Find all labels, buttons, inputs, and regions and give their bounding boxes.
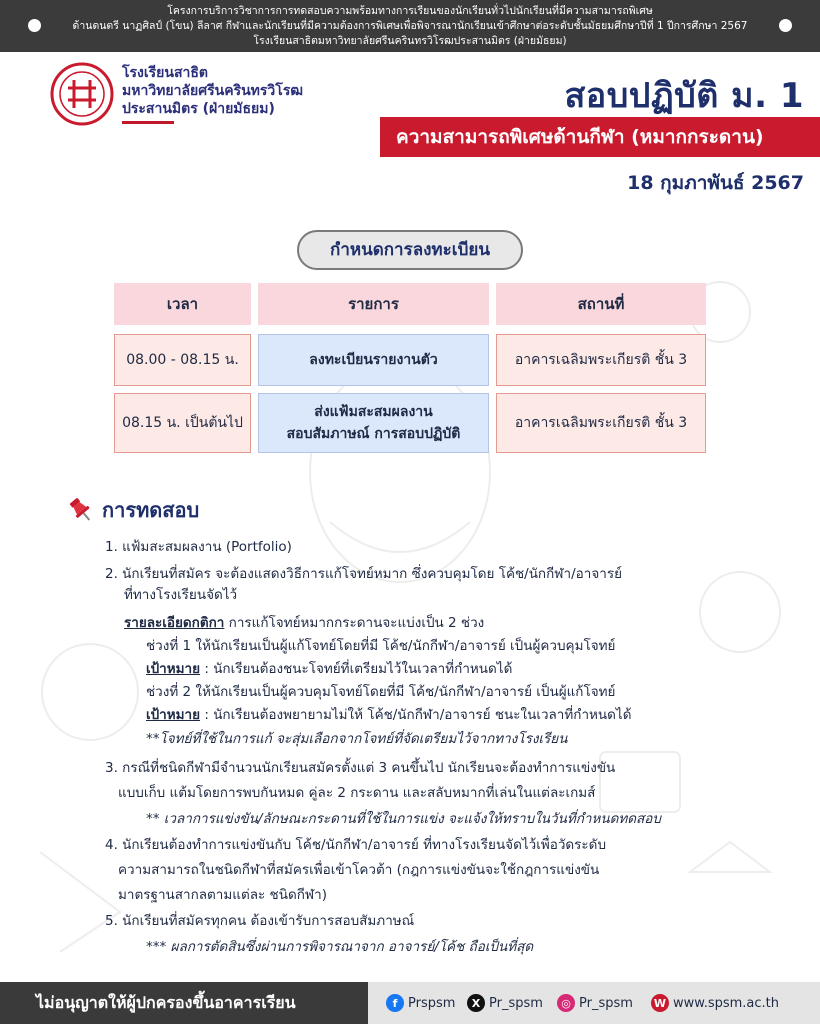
goal-1-label: เป้าหมาย [146, 661, 201, 677]
column-header-time: เวลา [114, 283, 251, 325]
exam-item-5: 5. นักเรียนที่สมัครทุกคน ต้องเข้ารับการสอบสัมภาษณ์ [105, 913, 415, 929]
goal-1 [146, 661, 512, 678]
exam-item-4-cont: ความสามารถในชนิดกีฬาที่สมัครเพื่อเข้าโควต้า (กฎการแข่งขันจะใช้กฎการแข่งขัน [118, 862, 600, 878]
exam-date: 18 กุมภาพันธ์ 2567 [627, 172, 804, 194]
exam-item-4: 4. นักเรียนต้องทำการแข่งขันกับ โค้ช/นักกีฬา/อาจารย์ ที่ทางโรงเรียนจัดไว้เพื่อวัดระดับ [105, 837, 607, 853]
school-name-line-2: มหาวิทยาลัยศรีนครินทรวิโรฒ [122, 83, 303, 99]
exam-item-3: 3. กรณีที่ชนิดกีฬามีจำนวนนักเรียนสมัครตั้งแต่ 3 คนขึ้นไป นักเรียนจะต้องทำการแข่งขัน [105, 760, 616, 776]
rules-detail-label: รายละเอียดกติกา [124, 615, 225, 631]
goal-2-text: : นักเรียนต้องพยายามไม่ให้ โค้ช/นักกีฬา/อาจารย์ ชนะในเวลาที่กำหนดได้ [200, 707, 632, 723]
rules-detail-text: การแก้โจทย์หมากกระดานจะแบ่งเป็น 2 ช่วง [224, 615, 485, 631]
goal-2-label: เป้าหมาย [146, 707, 201, 723]
subtitle-banner: ความสามารถพิเศษด้านกีฬา (หมากกระดาน) [380, 117, 820, 157]
x-handle: Pr_spsm [489, 995, 543, 1011]
school-brand [50, 62, 303, 126]
facebook-icon: f [386, 994, 404, 1012]
footer-bar [0, 982, 820, 1024]
website-url: www.spsm.ac.th [673, 995, 780, 1011]
instagram-icon: ◎ [557, 994, 575, 1012]
row1-time: 08.00 - 08.15 น. [114, 334, 251, 386]
goal-1-text: : นักเรียนต้องชนะโจทย์ที่เตรียมไว้ในเวลาที่กำหนดได้ [200, 661, 513, 677]
exam-section-heading [66, 494, 199, 526]
exam-heading-text: การทดสอบ [102, 498, 200, 522]
phase-1: ช่วงที่ 1 ให้นักเรียนเป็นผู้แก้โจทย์โดยที่มี โค้ช/นักกีฬา/อาจารย์ เป็นผู้ควบคุมโจทย์ [146, 638, 616, 654]
row2-item-line-1: ส่งแฟ้มสะสมผลงาน [314, 404, 433, 420]
note-3: *** ผลการตัดสินซึ่งผ่านการพิจารณาจาก อาจารย์/โค้ช ถือเป็นที่สุด [146, 939, 534, 955]
column-header-place: สถานที่ [496, 283, 706, 325]
parent-warning: ไม่อนุญาตให้ผู้ปกครองขึ้นอาคารเรียน [0, 982, 368, 1024]
banner-line-2: ด้านดนตรี นาฏศิลป์ (โขน) ลีลาศ กีฬาและนักเรียนที่มีความต้องการพิเศษเพื่อพิจารณานักเรียนเข้าศึกษาต่อระดับชั้นมัธยมศึกษาปีที่ 1 ปีการศึกษา 2567 [72, 20, 748, 32]
exam-item-1: 1. แฟ้มสะสมผลงาน (Portfolio) [105, 539, 292, 555]
goal-2 [146, 707, 632, 724]
rules-detail [124, 615, 484, 632]
exam-item-3-cont: แบบเก็บ แต้มโดยการพบกันหมด คู่ละ 2 กระดาน และสลับหมากที่เล่นในแต่ละเกมส์ [118, 785, 596, 801]
row1-item: ลงทะเบียนรายงานตัว [258, 334, 489, 386]
column-header-item: รายการ [258, 283, 489, 325]
bullet-dot-right [779, 19, 792, 32]
top-banner [0, 0, 820, 52]
row2-item-line-2: สอบสัมภาษณ์ การสอบปฏิบัติ [286, 426, 461, 442]
school-name [122, 64, 303, 124]
x-link[interactable] [467, 994, 543, 1012]
note-1: **โจทย์ที่ใช้ในการแก้ จะสุ่มเลือกจากโจทย์ที่จัดเตรียมไว้จากทางโรงเรียน [146, 731, 568, 747]
school-name-line-1: โรงเรียนสาธิต [122, 65, 208, 81]
note-2: ** เวลาการแข่งขัน/ลักษณะกระดานที่ใช้ในการแข่ง จะแจ้งให้ทราบในวันที่กำหนดทดสอบ [146, 811, 661, 827]
row2-time: 08.15 น. เป็นต้นไป [114, 393, 251, 453]
page-title: สอบปฏิบัติ ม. 1 [564, 76, 804, 116]
brand-underline [122, 121, 174, 124]
exam-item-2-cont: ที่ทางโรงเรียนจัดไว้ [124, 587, 238, 603]
pushpin-icon [66, 495, 96, 525]
row2-place: อาคารเฉลิมพระเกียรติ ชั้น 3 [496, 393, 706, 453]
facebook-handle: Prspsm [408, 995, 456, 1011]
bullet-dot-left [28, 19, 41, 32]
school-name-line-3: ประสานมิตร (ฝ่ายมัธยม) [122, 101, 275, 117]
school-logo [50, 62, 114, 126]
banner-line-1: โครงการบริการวิชาการการทดสอบความพร้อมทางการเรียนของนักเรียนทั่วไปนักเรียนที่มีความสามารถพิเศษ [167, 5, 653, 17]
registration-heading: กำหนดการลงทะเบียน [297, 230, 523, 270]
row2-item [258, 393, 489, 453]
instagram-link[interactable] [557, 994, 633, 1012]
x-icon: X [467, 994, 485, 1012]
instagram-handle: Pr_spsm [579, 995, 633, 1011]
exam-item-2: 2. นักเรียนที่สมัคร จะต้องแสดงวิธีการแก้โจทย์หมาก ซึ่งควบคุมโดย โค้ช/นักกีฬา/อาจารย์ [105, 566, 622, 582]
phase-2: ช่วงที่ 2 ให้นักเรียนเป็นผู้ควบคุมโจทย์โดยที่มี โค้ช/นักกีฬา/อาจารย์ เป็นผู้แก้โจทย์ [146, 684, 616, 700]
facebook-link[interactable] [386, 994, 455, 1012]
banner-line-3: โรงเรียนสาธิตมหาวิทยาลัยศรีนครินทรวิโรฒประสานมิตร (ฝ่ายมัธยม) [253, 35, 567, 47]
exam-item-4-cont-2: มาตรฐานสากลตามแต่ละ ชนิดกีฬา) [118, 887, 327, 903]
row1-place: อาคารเฉลิมพระเกียรติ ชั้น 3 [496, 334, 706, 386]
website-icon: W [651, 994, 669, 1012]
website-link[interactable] [651, 994, 779, 1012]
